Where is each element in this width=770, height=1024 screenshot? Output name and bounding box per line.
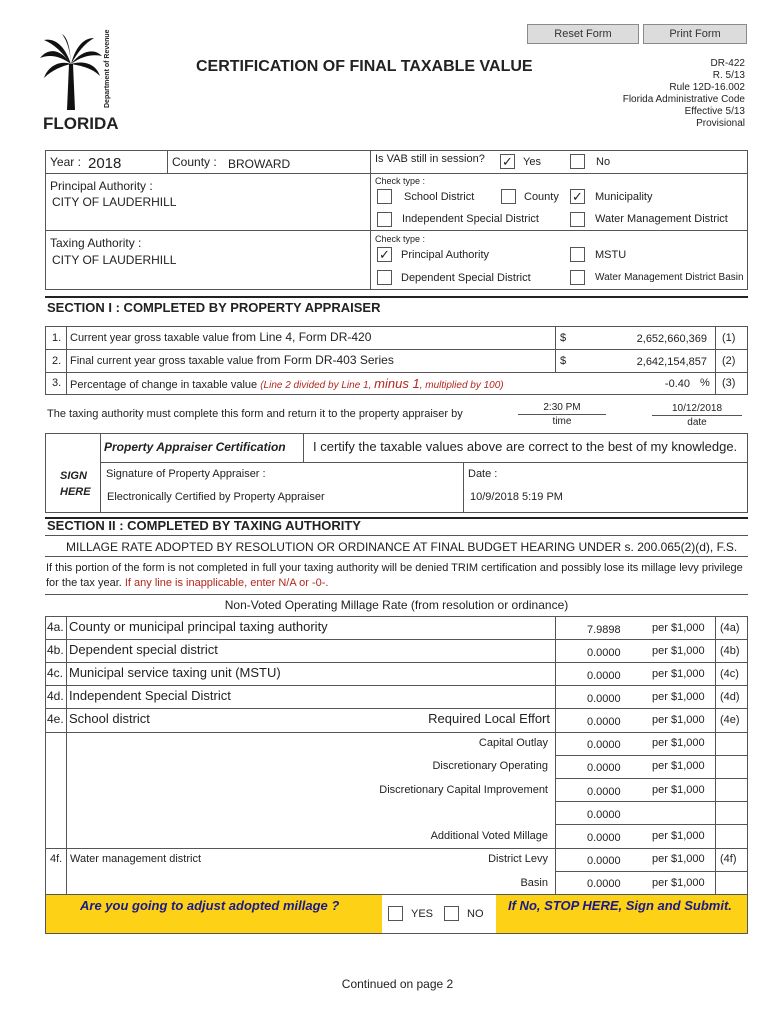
form-rule: Rule 12D-16.002 xyxy=(669,82,745,93)
line-3-label: Percentage of change in taxable value (Line 2 divided by Line 1, minus 1, multiplied by 100) xyxy=(70,376,504,391)
line-1-ref: (1) xyxy=(722,332,736,344)
line-4c-value[interactable]: 0.0000 xyxy=(587,670,621,682)
school-sub-label: Capital Outlay xyxy=(478,737,548,749)
section-2-title: SECTION II : COMPLETED BY TAXING AUTHORITY xyxy=(47,518,361,533)
continued-footer: Continued on page 2 xyxy=(341,977,454,991)
school-sub-unit: per $1,000 xyxy=(652,830,705,842)
principal-authority-checkbox[interactable]: ✓ xyxy=(377,247,392,262)
line-3-value[interactable]: -0.40 xyxy=(664,378,690,390)
line-4e-label: School district xyxy=(69,711,150,726)
print-form-button[interactable]: Print Form xyxy=(643,24,747,44)
line-4d-ref: (4d) xyxy=(720,691,740,703)
vab-no-checkbox[interactable] xyxy=(570,154,585,169)
adjust-yes-checkbox[interactable] xyxy=(388,906,403,921)
line-4c-unit: per $1,000 xyxy=(652,668,705,680)
line-4c-num: 4c. xyxy=(47,666,64,680)
line-1-value[interactable]: 2,652,660,369 xyxy=(636,333,707,345)
district-levy-label: District Levy xyxy=(488,853,548,865)
return-time-label: time xyxy=(552,416,572,427)
form-title: CERTIFICATION OF FINAL TAXABLE VALUE xyxy=(196,58,533,75)
pa-certification-title: Property Appraiser Certification xyxy=(104,440,286,454)
adjust-question: Are you going to adjust adopted millage ? xyxy=(80,898,340,913)
line-4f-num: 4f. xyxy=(50,853,63,865)
line-3-num: 3. xyxy=(52,377,62,389)
school-district-checkbox[interactable] xyxy=(377,189,392,204)
florida-logo xyxy=(40,29,119,133)
county-checkbox[interactable] xyxy=(501,189,516,204)
independent-district-checkbox[interactable] xyxy=(377,212,392,227)
pa-certification-text: I certify the taxable values above are correct to the best of my knowledge. xyxy=(313,439,738,454)
line-4b-value[interactable]: 0.0000 xyxy=(587,647,621,659)
water-district-label: Water Management District xyxy=(595,213,728,225)
year-label: Year : xyxy=(50,155,81,169)
school-sub-label: Discretionary Operating xyxy=(432,760,548,772)
return-time-value[interactable]: 2:30 PM xyxy=(543,402,581,413)
line-1-dollar: $ xyxy=(560,332,567,344)
line-4a-value[interactable]: 7.9898 xyxy=(587,624,621,636)
county-option-label: County xyxy=(524,191,559,203)
line-4a-label: County or municipal principal taxing authority xyxy=(69,619,328,634)
adjust-no-label: NO xyxy=(467,908,484,920)
school-sub-unit: per $1,000 xyxy=(652,784,705,796)
section-1-title: SECTION I : COMPLETED BY PROPERTY APPRAISER xyxy=(47,300,381,315)
line-2-ref: (2) xyxy=(722,355,736,367)
must-complete-text: The taxing authority must complete this form and return it to the property appraiser by xyxy=(47,408,463,420)
school-sub-value[interactable]: 0.0000 xyxy=(587,809,621,821)
trim-warning: If this portion of the form is not completed in full your taxing authority will be denied TRIM certification and possibly lose its millage levy privilege for the tax year. If any line is inapplicable, enter N/A or -0-. xyxy=(46,562,743,589)
line-4a-ref: (4a) xyxy=(720,622,740,634)
principal-authority-label: Principal Authority : xyxy=(50,179,153,193)
adjust-no-checkbox[interactable] xyxy=(444,906,459,921)
line-4d-unit: per $1,000 xyxy=(652,691,705,703)
line-4e-value[interactable]: 0.0000 xyxy=(587,716,621,728)
required-local-effort-label: Required Local Effort xyxy=(428,711,550,726)
line-4f-ref: (4f) xyxy=(720,853,737,865)
line-4b-num: 4b. xyxy=(47,643,64,657)
check-type-label-1: Check type : xyxy=(375,176,426,186)
form-code: Florida Administrative Code xyxy=(622,94,745,105)
line-4e-num: 4e. xyxy=(47,712,64,726)
sign-label: SIGN xyxy=(60,470,87,482)
basin-label: Basin xyxy=(520,877,548,889)
line-4e-unit: per $1,000 xyxy=(652,714,705,726)
municipality-label: Municipality xyxy=(595,191,653,203)
line-2-dollar: $ xyxy=(560,355,567,367)
form-status: Provisional xyxy=(696,118,745,129)
school-sub-value[interactable]: 0.0000 xyxy=(587,762,621,774)
line-4c-label: Municipal service taxing unit (MSTU) xyxy=(69,665,281,680)
school-sub-value[interactable]: 0.0000 xyxy=(587,739,621,751)
pa-signature-label: Signature of Property Appraiser : xyxy=(106,468,266,480)
line-4b-ref: (4b) xyxy=(720,645,740,657)
line-3-pct: % xyxy=(700,377,710,389)
water-basin-label: Water Management District Basin xyxy=(595,272,744,283)
basin-value[interactable]: 0.0000 xyxy=(587,878,621,890)
school-sub-label: Additional Voted Millage xyxy=(430,830,548,842)
school-sub-value[interactable]: 0.0000 xyxy=(587,786,621,798)
form-revision: R. 5/13 xyxy=(712,70,745,81)
here-label: HERE xyxy=(60,486,91,498)
year-value[interactable]: 2018 xyxy=(88,155,122,172)
dependent-district-checkbox[interactable] xyxy=(377,270,392,285)
line-2-value[interactable]: 2,642,154,857 xyxy=(636,356,707,368)
check-type-label-2: Check type : xyxy=(375,234,426,244)
vab-question: Is VAB still in session? xyxy=(375,153,485,165)
vab-no-label: No xyxy=(596,156,611,168)
line-4b-unit: per $1,000 xyxy=(652,645,705,657)
district-levy-value[interactable]: 0.0000 xyxy=(587,855,621,867)
form-effective: Effective 5/13 xyxy=(684,106,745,117)
school-sub-value[interactable]: 0.0000 xyxy=(587,832,621,844)
form-number: DR-422 xyxy=(710,58,745,69)
line-1-num: 1. xyxy=(52,332,62,344)
mstu-checkbox[interactable] xyxy=(570,247,585,262)
line-4d-label: Independent Special District xyxy=(69,688,231,703)
logo-state-text: FLORIDA xyxy=(43,114,119,133)
line-4a-unit: per $1,000 xyxy=(652,622,705,634)
water-basin-checkbox[interactable] xyxy=(570,270,585,285)
line-4d-num: 4d. xyxy=(47,689,64,703)
line-3-ref: (3) xyxy=(722,377,736,389)
taxing-authority-value[interactable]: CITY OF LAUDERHILL xyxy=(52,253,177,267)
line-4d-value[interactable]: 0.0000 xyxy=(587,693,621,705)
pa-date-value[interactable]: 10/9/2018 5:19 PM xyxy=(470,491,563,503)
taxing-authority-label: Taxing Authority : xyxy=(50,236,142,250)
line-4c-ref: (4c) xyxy=(720,668,739,680)
school-sub-label: Discretionary Capital Improvement xyxy=(379,784,548,796)
school-sub-unit: per $1,000 xyxy=(652,737,705,749)
principal-authority-option-label: Principal Authority xyxy=(401,249,490,261)
district-levy-unit: per $1,000 xyxy=(652,853,705,865)
pa-date-label: Date : xyxy=(468,468,498,480)
dependent-district-label: Dependent Special District xyxy=(401,272,531,284)
return-date-value[interactable]: 10/12/2018 xyxy=(671,403,723,414)
county-value[interactable]: BROWARD xyxy=(228,157,291,171)
school-sub-unit: per $1,000 xyxy=(652,760,705,772)
line-2-label: Final current year gross taxable value from Form DR-403 Series xyxy=(70,353,394,367)
vab-yes-checkbox[interactable]: ✓ xyxy=(500,154,515,169)
logo-dept-text: Department of Revenue xyxy=(104,29,111,108)
reset-form-button[interactable]: Reset Form xyxy=(527,24,639,44)
basin-unit: per $1,000 xyxy=(652,877,705,889)
independent-district-label: Independent Special District xyxy=(402,213,539,225)
section-2-subtitle: MILLAGE RATE ADOPTED BY RESOLUTION OR ORDINANCE AT FINAL BUDGET HEARING UNDER s. 200.065(2)(d), F.S. xyxy=(66,540,738,554)
nonvoted-heading: Non-Voted Operating Millage Rate (from resolution or ordinance) xyxy=(224,598,569,612)
line-4a-num: 4a. xyxy=(47,620,64,634)
form-meta xyxy=(545,58,745,130)
pa-signature-value[interactable]: Electronically Certified by Property Appraiser xyxy=(107,491,325,503)
municipality-checkbox[interactable]: ✓ xyxy=(570,189,585,204)
mstu-label: MSTU xyxy=(595,249,627,261)
school-district-label: School District xyxy=(404,191,475,203)
line-1-label: Current year gross taxable value from Line 4, Form DR-420 xyxy=(70,330,372,344)
principal-authority-value[interactable]: CITY OF LAUDERHILL xyxy=(52,195,177,209)
county-label: County : xyxy=(172,155,217,169)
line-2-num: 2. xyxy=(52,355,62,367)
return-date-label: date xyxy=(687,417,707,428)
line-4b-label: Dependent special district xyxy=(69,642,218,657)
adjust-yes-label: YES xyxy=(411,908,434,920)
line-4e-ref: (4e) xyxy=(720,714,740,726)
vab-yes-label: Yes xyxy=(523,156,541,168)
water-district-checkbox[interactable] xyxy=(570,212,585,227)
line-4f-label: Water management district xyxy=(70,853,202,865)
stop-here-text: If No, STOP HERE, Sign and Submit. xyxy=(508,898,732,913)
palm-tree-icon xyxy=(40,34,102,110)
